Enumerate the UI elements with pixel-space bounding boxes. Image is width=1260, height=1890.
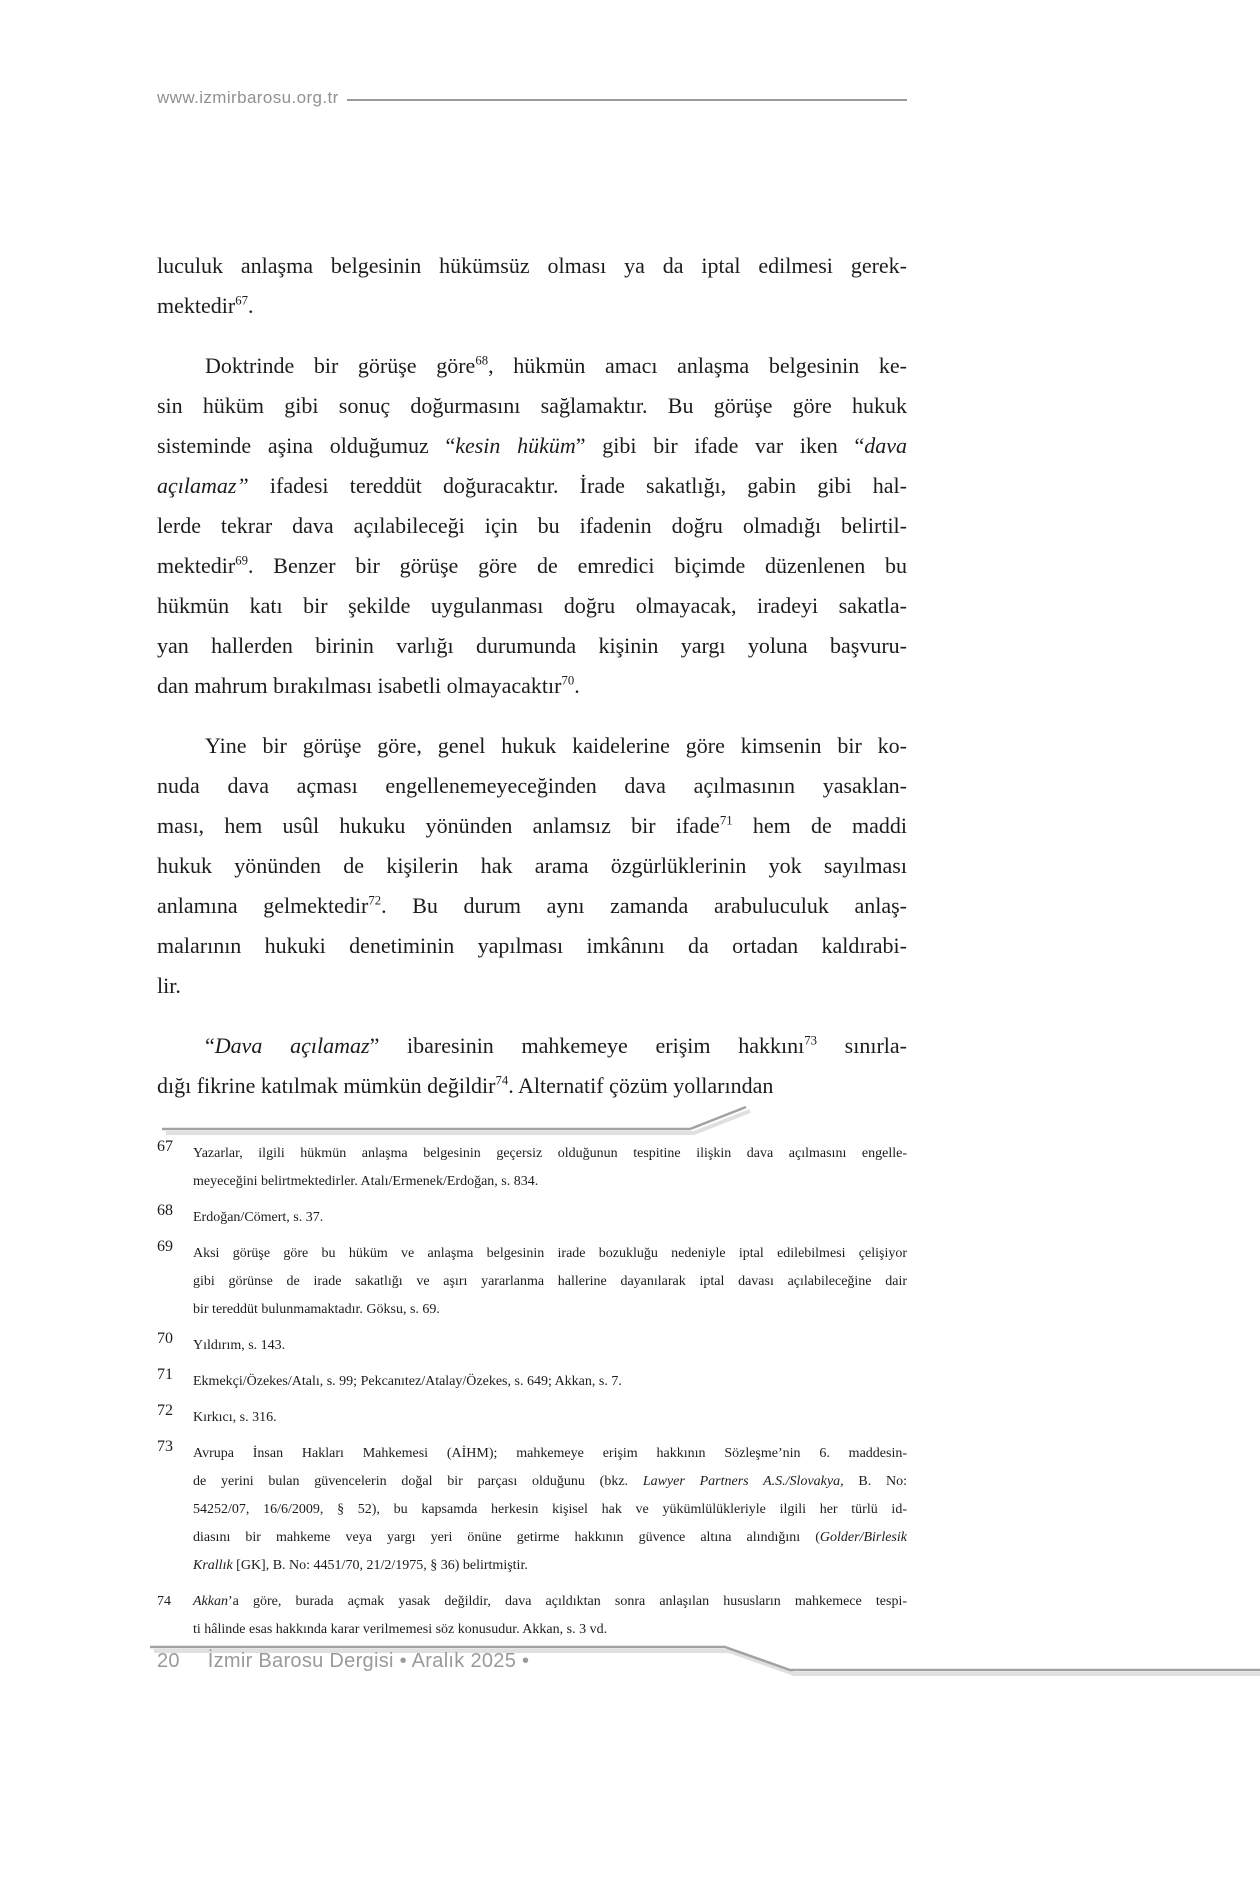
footer-journal-title: İzmir Barosu Dergisi • Aralık 2025 • bbox=[207, 1650, 530, 1672]
text-line: 54252/07, 16/6/2009, § 52), bu kapsamda herkesin kişisel hak ve yükümlülükleriyle ilgili her türlü id- bbox=[193, 1502, 907, 1517]
text-line: diasını bir mahkeme veya yargı yeri önüne getirme hakkının güvence altına alındığını (Golder/Birlesik bbox=[193, 1530, 907, 1545]
paragraph bbox=[157, 1026, 907, 1106]
text-line: lerde tekrar dava açılabileceği için bu ifadenin doğru olmadığı belirtil- bbox=[157, 513, 907, 538]
text-line: nuda dava açması engellenemeyeceğinden dava açılmasının yasaklan- bbox=[157, 773, 907, 798]
text-line: Yıldırım, s. 143. bbox=[193, 1338, 286, 1353]
text-line: dığı fikrine katılmak mümkün değildir$^{74}$. Alternatif çözüm yollarından bbox=[157, 1073, 774, 1098]
text-line: sisteminde aşina olduğumuz “kesin hüküm” gibi bir ifade var iken “dava bbox=[157, 433, 907, 458]
text-line: luculuk anlaşma belgesinin hükümsüz olması ya da iptal edilmesi gerek- bbox=[157, 253, 907, 278]
text-line: sin hüküm gibi sonuç doğurmasını sağlamaktır. Bu görüşe göre hukuk bbox=[157, 393, 907, 418]
footnote bbox=[157, 1368, 907, 1396]
text-line: Aksi görüşe göre bu hüküm ve anlaşma belgesinin irade bozukluğu nedeniyle iptal edilebilmesi çelişiyor bbox=[193, 1246, 907, 1261]
footnote bbox=[157, 1332, 907, 1360]
text-line: anlamına gelmektedir$^{72}$. Bu durum aynı zamanda arabuluculuk anlaş- bbox=[157, 893, 907, 918]
footnote-number: 68 bbox=[157, 1202, 173, 1219]
text-line: mektedir$^{69}$. Benzer bir görüşe göre de emredici biçimde düzenlenen bu bbox=[157, 553, 907, 578]
text-line: lir. bbox=[157, 973, 181, 998]
text-line: Ekmekçi/Özekes/Atalı, s. 99; Pekcanıtez/Atalay/Özekes, s. 649; Akkan, s. 7. bbox=[193, 1374, 622, 1389]
text-line: Avrupa İnsan Hakları Mahkemesi (AİHM); mahkemeye erişim hakkının Sözleşme’nin 6. maddesin- bbox=[193, 1446, 907, 1461]
text-line: Akkan’a göre, burada açmak yasak değildir, dava açıldıktan sonra anlaşılan hususların mahkemece tespi- bbox=[193, 1594, 907, 1609]
text-line: Krallık [GK], B. No: 4451/70, 21/2/1975, § 36) belirtmiştir. bbox=[193, 1558, 528, 1573]
footer-page-number: 20 bbox=[157, 1650, 180, 1672]
page-footer bbox=[157, 1650, 529, 1673]
footnote bbox=[157, 1404, 907, 1432]
text-line: açılamaz” ifadesi tereddüt doğuracaktır. İrade sakatlığı, gabin gibi hal- bbox=[157, 473, 907, 498]
text-line: meyeceğini belirtmektedirler. Atalı/Ermenek/Erdoğan, s. 834. bbox=[193, 1174, 539, 1189]
page-header bbox=[157, 88, 907, 108]
footnote-number: 71 bbox=[157, 1366, 173, 1383]
text-line: Yine bir görüşe göre, genel hukuk kaidelerine göre kimsenin bir ko- bbox=[205, 733, 907, 758]
text-line: malarının hukuki denetiminin yapılması imkânını da ortadan kaldırabi- bbox=[157, 933, 907, 958]
text-line: yan hallerden birinin varlığı durumunda kişinin yargı yoluna başvuru- bbox=[157, 633, 907, 658]
text-line: bir tereddüt bulunmamaktadır. Göksu, s. 69. bbox=[193, 1302, 440, 1317]
footnote-number: 74 bbox=[157, 1594, 171, 1609]
text-line: hükmün katı bir şekilde uygulanması doğru olmayacak, iradeyi sakatla- bbox=[157, 593, 907, 618]
footnote bbox=[157, 1440, 907, 1580]
footnote bbox=[157, 1204, 907, 1232]
text-line: Doktrinde bir görüşe göre$^{68}$, hükmün amacı anlaşma belgesinin ke- bbox=[205, 353, 907, 378]
header-rule bbox=[347, 99, 907, 101]
text-line: hukuk yönünden de kişilerin hak arama özgürlüklerinin yok sayılması bbox=[157, 853, 907, 878]
text-line: de yerini bulan güvencelerin doğal bir parçası olduğunu (bkz. Lawyer Partners A.S./Slovakya, B. No: bbox=[193, 1474, 907, 1489]
footnote bbox=[157, 1140, 907, 1196]
text-line: “Dava açılamaz” ibaresinin mahkemeye erişim hakkını$^{73}$ sınırla- bbox=[205, 1033, 907, 1058]
text-line: gibi görünse de irade sakatlığı ve aşırı yararlanma hallerine dayanılarak iptal davası açılabileceğine dair bbox=[193, 1274, 907, 1289]
footnote-number: 73 bbox=[157, 1438, 173, 1455]
text-line: dan mahrum bırakılması isabetli olmayacaktır$^{70}$. bbox=[157, 673, 580, 698]
text-line: mektedir$^{67}$. bbox=[157, 293, 254, 318]
text-line: ti hâlinde esas hakkında karar verilmemesi söz konusudur. Akkan, s. 3 vd. bbox=[193, 1622, 608, 1637]
footnote bbox=[157, 1240, 907, 1324]
footnote bbox=[157, 1588, 907, 1644]
paragraph bbox=[157, 346, 907, 706]
paragraph bbox=[157, 726, 907, 1006]
text-line: ması, hem usûl hukuku yönünden anlamsız bir ifade$^{71}$ hem de maddi bbox=[157, 813, 908, 838]
paragraph bbox=[157, 246, 907, 326]
footnote-number: 70 bbox=[157, 1330, 173, 1347]
footnote-number: 72 bbox=[157, 1402, 173, 1419]
header-url: www.izmirbarosu.org.tr bbox=[157, 88, 339, 107]
footnote-separator bbox=[150, 1095, 850, 1145]
footnotes bbox=[157, 1140, 907, 1644]
text-line: Yazarlar, ilgili hükmün anlaşma belgesinin geçersiz olduğunun tespitine ilişkin dava açılmasını engelle- bbox=[193, 1146, 907, 1161]
footnote-number: 67 bbox=[157, 1138, 173, 1155]
footnote-number: 69 bbox=[157, 1238, 173, 1255]
body-paragraphs bbox=[157, 246, 907, 1106]
text-line: Erdoğan/Cömert, s. 37. bbox=[193, 1210, 324, 1225]
text-line: Kırkıcı, s. 316. bbox=[193, 1410, 277, 1425]
